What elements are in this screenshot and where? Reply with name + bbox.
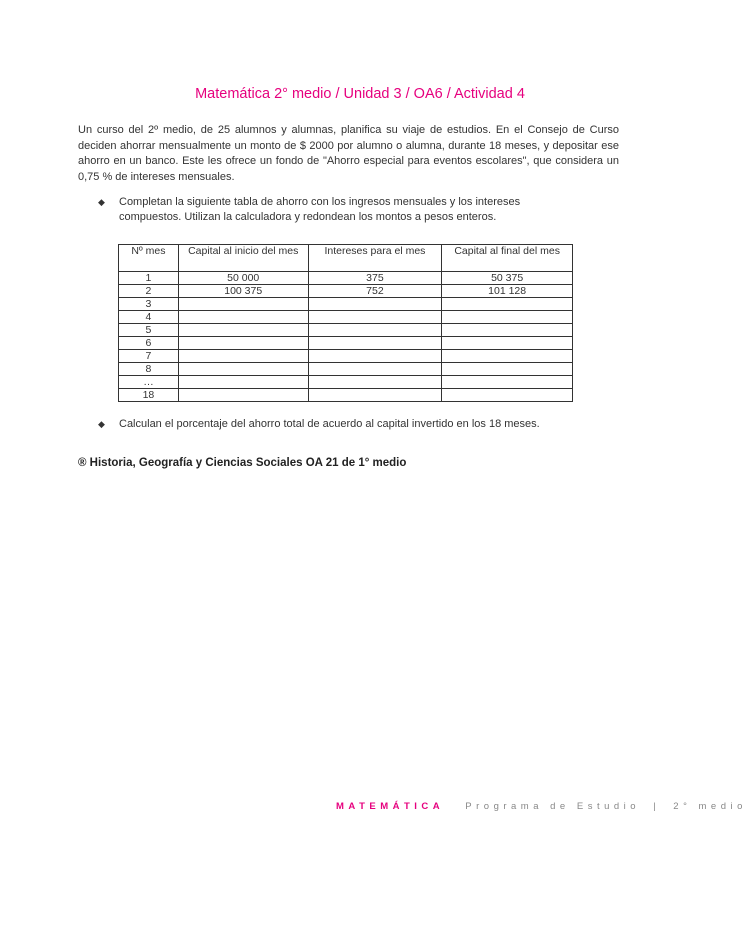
cell-month: 3 xyxy=(119,298,179,311)
cell-start-capital xyxy=(178,363,308,376)
cell-month: 6 xyxy=(119,337,179,350)
cell-start-capital xyxy=(178,389,308,402)
cell-interest xyxy=(308,376,442,389)
table-row xyxy=(119,389,573,402)
cell-interest xyxy=(308,350,442,363)
cell-month: 2 xyxy=(119,285,179,298)
cell-end-capital xyxy=(442,337,573,350)
cell-month: … xyxy=(119,376,179,389)
footer-separator: | xyxy=(653,801,661,812)
bullet-icon: ◆ xyxy=(98,197,105,207)
bullet-icon: ◆ xyxy=(98,419,105,429)
cell-start-capital: 100 375 xyxy=(178,285,308,298)
table-header-row xyxy=(119,245,573,272)
cell-interest xyxy=(308,337,442,350)
intro-paragraph: Un curso del 2º medio, de 25 alumnos y alumnas, planifica su viaje de estudios. En el Consejo de Curso deciden ahorrar mensualmente un monto de $ 2000 por alumno o alumna, durante 18 meses, y depositar ese ahorro en un banco. Este les ofrece un fondo de "Ahorro especial para eventos escolares", que considera un 0,75 % de intereses mensuales. xyxy=(78,124,619,183)
table-row xyxy=(119,350,573,363)
savings-table xyxy=(118,244,573,402)
table-row xyxy=(119,363,573,376)
table-row xyxy=(119,376,573,389)
table-row xyxy=(119,272,573,285)
cell-end-capital: 101 128 xyxy=(442,285,573,298)
cell-end-capital xyxy=(442,311,573,324)
bullet-text: Calculan el porcentaje del ahorro total de acuerdo al capital invertido en los 18 meses. xyxy=(119,418,540,430)
table-row xyxy=(119,285,573,298)
cell-end-capital xyxy=(442,350,573,363)
cell-interest xyxy=(308,324,442,337)
cell-interest xyxy=(308,363,442,376)
footer-program: Programa de Estudio xyxy=(465,801,641,812)
column-header-month: Nº mes xyxy=(119,245,179,272)
cell-start-capital xyxy=(178,324,308,337)
table-row xyxy=(119,298,573,311)
footer-level: 2° medio xyxy=(673,801,747,812)
cell-interest xyxy=(308,298,442,311)
cell-start-capital xyxy=(178,298,308,311)
table-row xyxy=(119,311,573,324)
footer-brand: MATEMÁTICA xyxy=(336,801,445,812)
cell-start-capital xyxy=(178,311,308,324)
cell-end-capital: 50 375 xyxy=(442,272,573,285)
cell-end-capital xyxy=(442,376,573,389)
cell-end-capital xyxy=(442,324,573,337)
cell-interest: 752 xyxy=(308,285,442,298)
cell-end-capital xyxy=(442,389,573,402)
cell-month: 5 xyxy=(119,324,179,337)
cell-start-capital: 50 000 xyxy=(178,272,308,285)
cell-end-capital xyxy=(442,363,573,376)
table-row xyxy=(119,337,573,350)
cell-month: 8 xyxy=(119,363,179,376)
cell-start-capital xyxy=(178,350,308,363)
cell-interest xyxy=(308,389,442,402)
section-heading: ® Historia, Geografía y Ciencias Sociales OA 21 de 1° medio xyxy=(78,457,407,469)
column-header-start-capital: Capital al inicio del mes xyxy=(178,245,308,272)
cell-month: 7 xyxy=(119,350,179,363)
column-header-interest: Intereses para el mes xyxy=(308,245,442,272)
cell-month: 1 xyxy=(119,272,179,285)
cell-end-capital xyxy=(442,298,573,311)
table-row xyxy=(119,324,573,337)
cell-interest xyxy=(308,311,442,324)
page-title: Matemática 2° medio / Unidad 3 / OA6 / Actividad 4 xyxy=(195,86,525,102)
cell-month: 4 xyxy=(119,311,179,324)
cell-start-capital xyxy=(178,337,308,350)
cell-month: 18 xyxy=(119,389,179,402)
cell-interest: 375 xyxy=(308,272,442,285)
cell-start-capital xyxy=(178,376,308,389)
column-header-end-capital: Capital al final del mes xyxy=(442,245,573,272)
bullet-text: Completan la siguiente tabla de ahorro con los ingresos mensuales y los intereses compuestos. Utilizan la calculadora y redondean los montos a pesos enteros. xyxy=(119,196,521,223)
page-footer xyxy=(336,801,747,812)
